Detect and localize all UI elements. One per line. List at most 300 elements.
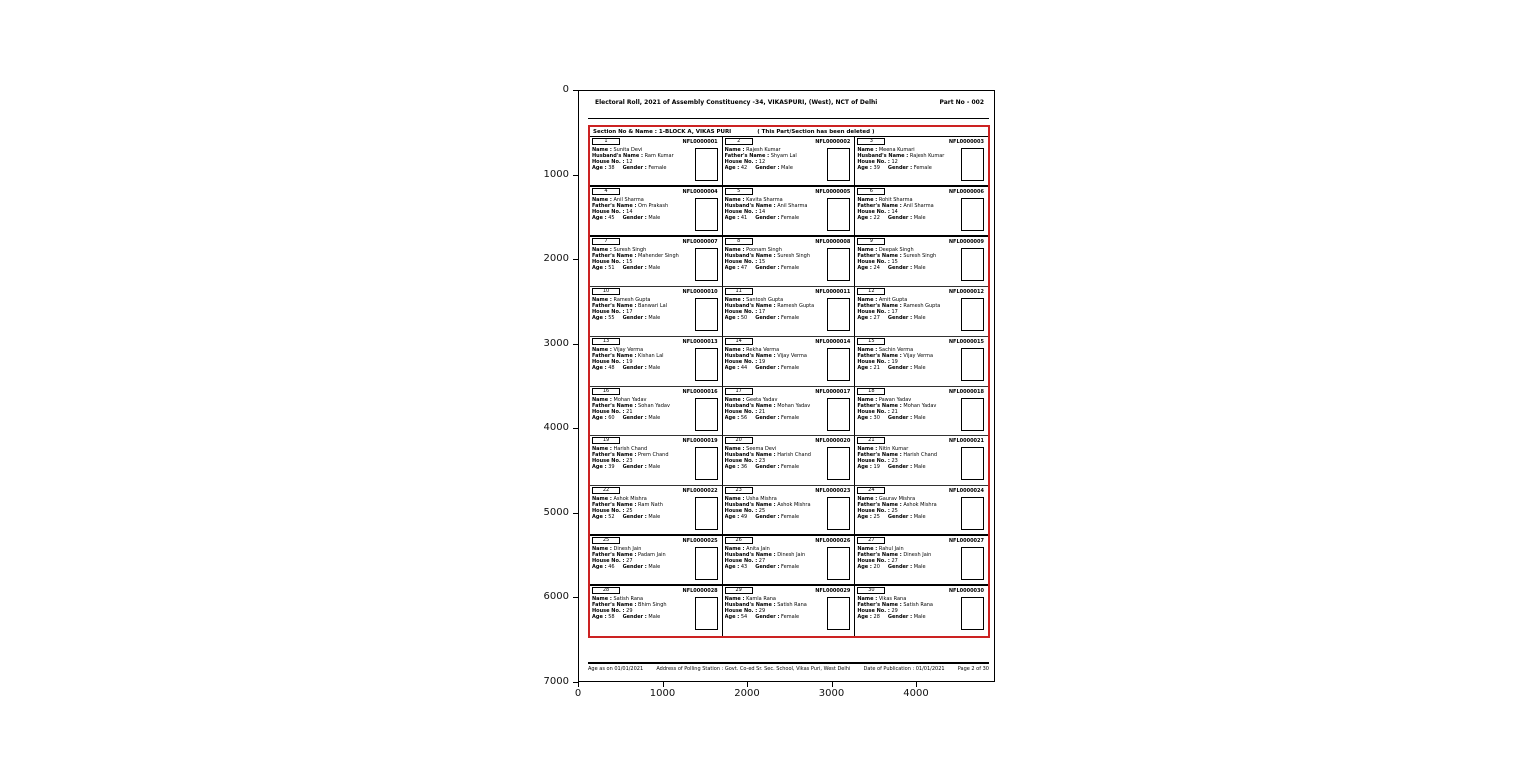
voter-age-gender-line [857,564,957,570]
voter-age-gender-line [857,265,957,271]
voter-photo-box [827,447,850,480]
relation-name: Ram Nath [638,502,663,509]
serial-number: 3 [869,138,873,144]
house-label: House No. : [857,608,890,615]
house-label: House No. : [592,608,625,615]
voter-age: 36 [740,464,748,471]
age-label: Age : [724,165,740,171]
voter-card [723,287,856,337]
epic-number: NFL0000023 [815,488,851,495]
relation-name: Dinesh Jain [777,552,806,559]
voter-photo-box [961,248,984,281]
voter-photo-box [827,398,850,431]
voter-details [592,247,692,271]
voter-age-gender-line [592,365,692,371]
voter-details [857,247,957,271]
relation-label: Father's Name : [592,502,637,509]
section-no-name: Section No & Name : 1-BLOCK A, VIKAS PURI [593,128,732,135]
gender-label: Gender : [755,165,780,171]
serial-number: 16 [602,387,610,394]
epic-number: NFL0000002 [815,139,851,145]
voter-details [725,596,825,620]
relation-name: Kishan Lal [638,352,664,359]
gender-label: Gender : [755,264,780,271]
x-axis-tick-label: 2000 [734,688,760,699]
serial-number-box [857,537,885,544]
voter-age-gender-line [592,315,692,321]
serial-number: 30 [868,587,875,594]
voter-name: Satish Rana [613,596,644,603]
voter-age: 47 [740,264,748,271]
age-label: Age : [592,264,607,271]
part-number: Part No - 002 [939,99,984,106]
voter-gender: Male [913,364,926,371]
x-axis-tick-label: 3000 [818,688,845,699]
voter-photo-box [695,497,718,530]
house-label: House No. : [724,558,758,565]
relation-name: Satish Rana [777,602,807,609]
voter-card-top [592,388,720,396]
voter-details [725,496,825,520]
relation-name: Ramesh Gupta [903,302,941,309]
relation-name: Om Prakash [638,202,669,209]
house-number: 27 [758,558,766,565]
epic-number: NFL0000006 [948,188,984,195]
relation-label: Father's Name : [857,502,902,509]
age-label: Age : [724,314,740,321]
voter-age: 54 [740,614,748,621]
voter-photo-box [695,398,718,431]
serial-number: 12 [868,287,875,294]
age-label: Age : [724,614,740,621]
voter-age-gender-line [857,415,957,421]
voter-grid [590,137,988,636]
relation-label: Father's Name : [592,402,637,409]
epic-number: NFL0000021 [948,438,984,445]
relation-name: Padam Jain [638,552,666,559]
relation-label: Father's Name : [592,602,637,609]
house-number: 29 [891,608,898,615]
relation-name: Dinesh Jain [903,552,932,559]
y-axis-tick-label: 1000 [543,168,569,180]
house-label: House No. : [857,258,890,265]
house-number: 27 [891,558,898,565]
voter-age-gender-line [725,464,825,470]
relation-label: Husband's Name : [724,502,776,509]
relation-label: Father's Name : [857,402,902,409]
house-number: 21 [626,408,633,415]
name-label: Name : [857,596,878,603]
house-label: House No. : [724,608,758,615]
relation-name: Ashok Mishra [903,502,937,509]
gender-label: Gender : [622,614,647,621]
serial-number-box [725,138,753,145]
y-axis-tick-label: 3000 [543,337,569,349]
voter-card-top [725,288,853,296]
relation-label: Father's Name : [857,252,902,259]
age-label: Age : [724,564,740,571]
epic-number: NFL0000029 [815,588,851,595]
serial-number: 21 [868,437,875,444]
serial-number: 19 [602,437,610,444]
serial-number: 7 [604,237,608,244]
serial-number: 5 [737,187,741,194]
voter-gender: Female [781,514,800,521]
relation-label: Husband's Name : [724,602,776,609]
name-label: Name : [592,446,612,453]
voter-age: 22 [873,214,880,221]
voter-card-top [592,587,720,595]
voter-photo-box [961,348,984,381]
gender-label: Gender : [622,364,647,371]
voter-card-top [857,138,986,146]
relation-name: Anil Sharma [777,202,808,209]
voter-age-gender-line [725,415,825,421]
house-label: House No. : [857,408,890,415]
house-number: 29 [758,608,766,615]
name-label: Name : [857,346,878,353]
voter-age: 52 [608,514,615,521]
voter-details [857,397,957,421]
relation-label: Father's Name : [592,252,637,259]
epic-number: NFL0000025 [682,538,718,545]
voter-photo-box [827,547,850,580]
y-axis-tick-mark [573,259,578,260]
voter-gender: Male [781,165,793,171]
voter-age: 43 [740,564,748,571]
voter-gender: Male [913,214,926,221]
voter-age: 49 [740,514,748,521]
voter-age-gender-line [725,564,825,570]
serial-number-box [592,188,620,195]
voter-gender: Female [781,364,800,371]
serial-number-box [725,188,753,195]
y-axis-tick-mark [573,513,578,514]
voter-card-top [592,537,720,545]
relation-name: Ram Kumar [644,153,674,159]
y-axis-tick-label: 7000 [543,676,569,687]
voter-photo-box [827,348,850,381]
age-label: Age : [857,414,872,421]
voter-card-top [857,388,986,396]
voter-gender: Female [781,314,800,321]
gender-label: Gender : [887,464,913,471]
serial-number-box [857,238,885,245]
house-label: House No. : [724,458,758,465]
serial-number: 4 [604,187,608,194]
voter-photo-box [695,447,718,480]
house-number: 17 [891,308,898,315]
voter-card-top [857,587,986,595]
age-label: Age : [857,214,872,221]
serial-number-box [592,437,620,444]
gender-label: Gender : [755,464,780,471]
voter-card [855,237,988,287]
relation-name: Ramesh Gupta [777,302,815,309]
voter-age-gender-line [592,614,692,620]
name-label: Name : [724,496,745,503]
voter-age-gender-line [725,614,825,620]
epic-number: NFL0000005 [815,188,851,195]
plot-area [578,90,995,682]
house-label: House No. : [857,458,890,465]
voter-card [723,237,856,287]
voter-card-top [725,338,853,346]
voter-photo-box [695,597,718,630]
voter-card [855,187,988,237]
voter-age: 45 [608,214,615,221]
serial-number-box [725,388,753,395]
voter-name: Amit Gupta [878,296,908,303]
voter-photo-box [695,547,718,580]
gender-label: Gender : [887,314,913,321]
voter-age-gender-line [592,415,692,421]
relation-label: Husband's Name : [724,302,776,309]
house-label: House No. : [857,358,890,365]
epic-number: NFL0000027 [948,538,984,545]
age-label: Age : [857,314,872,321]
serial-number-box [725,288,753,295]
voter-card [723,137,856,187]
voter-card-top [857,338,986,346]
gender-label: Gender : [887,214,913,221]
gender-label: Gender : [622,165,647,171]
voter-card [855,337,988,387]
relation-name: Ashok Mishra [777,502,811,509]
voter-name: Sachin Verma [878,346,914,353]
voter-photo-box [961,447,984,480]
serial-number-box [592,338,620,345]
relation-label: Husband's Name : [857,153,909,159]
voter-card [590,586,723,636]
house-label: House No. : [724,408,758,415]
voter-card [590,387,723,437]
y-axis-tick-label: 4000 [543,422,569,434]
relation-name: Harish Chand [777,452,811,459]
voter-age: 24 [873,264,880,271]
voter-details [857,347,957,371]
serial-number: 15 [868,337,875,344]
name-label: Name : [592,496,612,503]
voter-photo-box [827,597,850,630]
voter-card [590,137,723,187]
y-axis-tick-label: 0 [562,84,569,95]
voter-card-top [592,188,720,196]
voter-age: 50 [740,314,748,321]
epic-number: NFL0000011 [815,288,851,295]
house-number: 19 [758,358,766,365]
voter-card [590,337,723,387]
house-label: House No. : [857,558,890,565]
voter-card [723,586,856,636]
voter-gender: Male [913,264,926,271]
epic-number: NFL0000004 [682,188,718,195]
voter-age-gender-line [725,514,825,520]
house-number: 19 [626,358,633,365]
serial-number: 25 [602,537,610,544]
voter-age: 21 [873,364,880,371]
voter-gender: Male [648,364,661,371]
name-label: Name : [857,196,878,203]
house-number: 14 [891,208,898,215]
voter-gender: Male [648,414,661,421]
voter-card-top [857,437,986,445]
relation-label: Father's Name : [857,302,902,309]
voter-age: 39 [608,464,615,471]
serial-number-box [592,587,620,594]
epic-number: NFL0000028 [682,588,718,595]
voter-gender: Female [781,464,800,471]
voter-name: Poonam Singh [746,246,782,253]
name-label: Name : [857,496,878,503]
voter-age-gender-line [857,365,957,371]
footer-age-note: Age as on 01/01/2021 [588,666,644,672]
voter-name: Usha Mishra [746,496,777,503]
house-label: House No. : [592,159,625,165]
serial-number: 23 [735,487,742,494]
age-label: Age : [592,214,607,221]
name-label: Name : [724,296,745,303]
gender-label: Gender : [622,314,647,321]
gender-label: Gender : [887,364,913,371]
x-axis-tick-mark [916,682,917,687]
gender-label: Gender : [755,514,780,521]
house-label: House No. : [592,358,625,365]
voter-photo-box [695,148,718,181]
x-axis-tick-mark [663,682,664,687]
name-label: Name : [724,396,745,403]
voter-age: 38 [608,165,615,171]
voter-age-gender-line [857,315,957,321]
house-label: House No. : [724,258,758,265]
relation-label: Husband's Name : [724,252,776,259]
house-number: 25 [626,508,633,515]
age-label: Age : [592,514,607,521]
name-label: Name : [724,246,745,253]
serial-number-box [725,537,753,544]
voter-name: Vijay Verma [613,346,644,353]
gender-label: Gender : [755,364,780,371]
voter-card-top [857,188,986,196]
name-label: Name : [724,346,745,353]
voter-details [725,347,825,371]
relation-label: Husband's Name : [724,552,776,559]
serial-number-box [857,188,885,195]
serial-number-box [725,487,753,494]
voter-photo-box [827,497,850,530]
voter-photo-box [695,248,718,281]
serial-number-box [592,388,620,395]
voter-age-gender-line [857,614,957,620]
voter-card-top [725,587,853,595]
serial-number-box [725,437,753,444]
name-label: Name : [592,147,612,153]
voter-gender: Male [913,514,926,521]
voter-name: Ramesh Gupta [613,296,651,303]
voter-age-gender-line [592,464,692,470]
house-number: 27 [626,558,633,565]
serial-number: 14 [735,337,742,344]
y-axis-tick-mark [573,597,578,598]
x-axis-tick-mark [747,682,748,687]
house-number: 17 [626,308,633,315]
house-number: 23 [626,458,633,465]
epic-number: NFL0000001 [682,139,718,145]
voter-photo-box [961,597,984,630]
age-label: Age : [592,314,607,321]
voter-card [590,237,723,287]
house-number: 23 [758,458,766,465]
voter-photo-box [961,298,984,331]
house-number: 21 [891,408,898,415]
house-label: House No. : [724,508,758,515]
voter-gender: Male [648,514,661,521]
serial-number: 10 [602,287,610,294]
age-label: Age : [592,614,607,621]
serial-number: 17 [735,387,742,394]
relation-label: Husband's Name : [724,402,776,409]
footer-page-number: Page 2 of 30 [957,666,989,672]
house-label: House No. : [857,508,890,515]
age-label: Age : [857,364,872,371]
voter-card-top [725,388,853,396]
serial-number-box [592,138,620,145]
voter-age: 25 [873,514,880,521]
gender-label: Gender : [887,264,913,271]
name-label: Name : [724,196,745,203]
x-axis-tick-mark [578,682,579,687]
house-number: 15 [626,258,633,265]
y-axis-tick-mark [573,344,578,345]
voter-photo-box [695,348,718,381]
voter-gender: Male [648,314,661,321]
voter-card-top [592,238,720,246]
voter-name: Sunita Devi [613,147,643,153]
voter-age-gender-line [725,215,825,221]
relation-label: Father's Name : [857,202,902,209]
relation-name: Vijay Verma [903,352,934,359]
voter-card [855,287,988,337]
voter-card [723,486,856,536]
voter-age-gender-line [725,315,825,321]
epic-number: NFL0000024 [948,488,984,495]
voter-name: Anil Sharma [613,196,644,203]
age-label: Age : [592,414,607,421]
relation-name: Rajesh Kumar [909,153,945,159]
serial-number: 6 [869,187,873,194]
voter-card [855,536,988,586]
name-label: Name : [592,246,612,253]
relation-name: Suresh Singh [777,252,811,259]
age-label: Age : [724,264,740,271]
voter-card-top [725,238,853,246]
voter-photo-box [827,148,850,181]
gender-label: Gender : [755,564,780,571]
voter-name: Ashok Mishra [613,496,647,503]
voter-name: Pawan Yadav [878,396,912,403]
voter-details [725,546,825,570]
gender-label: Gender : [887,165,913,171]
age-label: Age : [724,514,740,521]
gender-label: Gender : [622,564,647,571]
relation-label: Father's Name : [724,153,770,159]
voter-age: 39 [873,165,880,171]
header-divider [588,118,989,119]
voter-details [592,496,692,520]
epic-number: NFL0000007 [682,238,718,245]
voter-details [857,147,957,171]
voter-name: Deepak Singh [878,246,914,253]
